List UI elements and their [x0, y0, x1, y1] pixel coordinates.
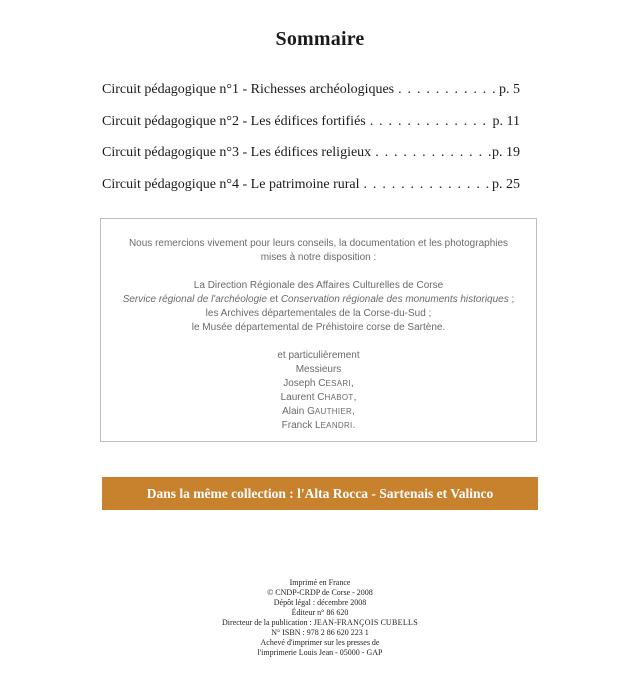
imprint-line: l'imprimerie Louis Jean - 05000 - GAP [257, 648, 383, 657]
ack-intro-line: Nous remercions vivement pour leurs conseils, la documentation et les photographies [128, 238, 509, 249]
ack-particular: et particulièrement [277, 350, 360, 361]
toc-leader-dots [360, 175, 492, 195]
ack-organization: les Archives départementales de la Corse-du-Sud ; [205, 308, 432, 319]
imprint-line: N° ISBN : 978 2 86 620 223 1 [271, 628, 369, 637]
imprint-line: © CNDP-CRDP de Corse - 2008 [267, 588, 373, 597]
toc-leader-dots [366, 112, 493, 132]
toc-entry[interactable] [102, 112, 520, 144]
toc-entry[interactable] [102, 175, 520, 207]
imprint-line: Directeur de la publication : JEAN-FRANÇOIS CUBELLS [222, 618, 418, 627]
ack-messieurs: Messieurs [295, 364, 342, 375]
acknowledgements-box [100, 218, 537, 442]
toc-entry[interactable] [102, 143, 520, 175]
toc-leader-dots [371, 143, 492, 163]
imprint-block [0, 578, 640, 658]
imprint-line: Dépôt légal : décembre 2008 [273, 598, 367, 607]
toc-entry-page: p. 5 [499, 82, 520, 97]
ack-intro-line: mises à notre disposition : [260, 252, 377, 263]
ack-person: Franck LEANDRI. [281, 420, 356, 431]
ack-person: Laurent CHABOT, [280, 392, 357, 403]
ack-organization: La Direction Régionale des Affaires Culturelles de Corse [193, 280, 444, 291]
toc-entry-label: Circuit pédagogique n°1 - Richesses archéologiques [102, 82, 395, 97]
toc-entry-label: Circuit pédagogique n°3 - Les édifices religieux [102, 145, 372, 160]
table-of-contents [102, 80, 520, 206]
toc-entry-page: p. 19 [492, 145, 520, 160]
imprint-line: Imprimé en France [289, 578, 351, 587]
page-title: Sommaire [275, 28, 365, 50]
toc-entry-label: Circuit pédagogique n°4 - Le patrimoine rural [102, 176, 360, 192]
toc-entry[interactable] [102, 80, 520, 112]
collection-banner[interactable]: Dans la même collection : l'Alta Rocca - Sartenais et Valinco [102, 477, 538, 510]
ack-person: Alain GAUTHIER, [282, 406, 355, 417]
toc-entry-page: p. 11 [492, 113, 520, 129]
ack-organization: le Musée départemental de Préhistoire corse de Sartène. [191, 322, 446, 333]
ack-person: Joseph CESARI, [283, 378, 354, 389]
ack-organization: Service régional de l'archéologie et Conservation régionale des monuments historiques ; [122, 294, 515, 305]
imprint-line: Éditeur n° 86 620 [291, 608, 349, 617]
toc-leader-dots [394, 80, 499, 100]
imprint-line: Achevé d'imprimer sur les presses de [260, 638, 380, 647]
toc-entry-page: p. 25 [492, 176, 520, 192]
toc-entry-label: Circuit pédagogique n°2 - Les édifices fortifiés [102, 113, 366, 129]
